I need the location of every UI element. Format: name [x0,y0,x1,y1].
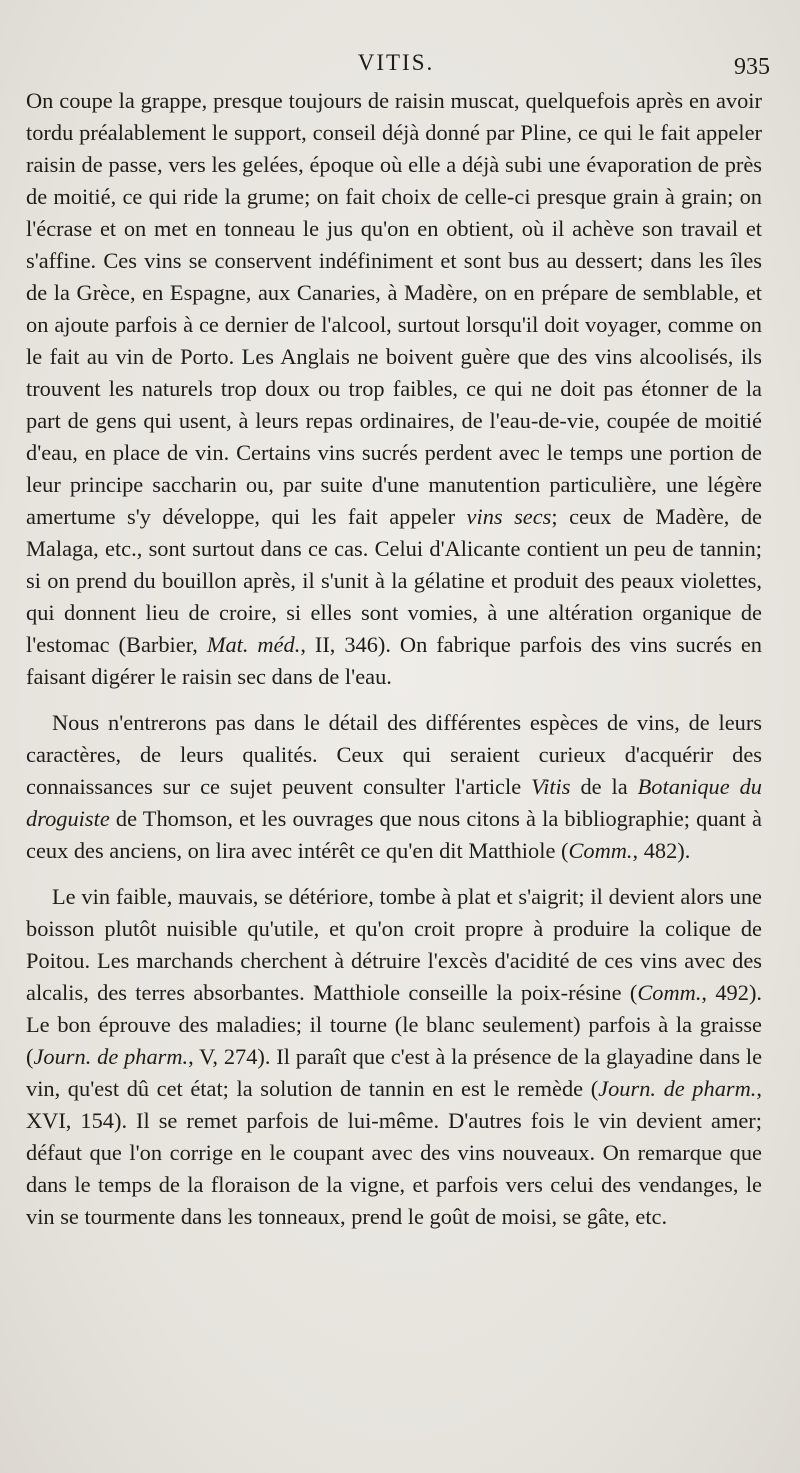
running-head: VITIS. [357,50,435,75]
text-run: , V, 274). Il paraît que c'est à la présence de la glayadine dans le vin, qu'est dû cet état; la solution de tannin en est le remède ( [26,1044,763,1101]
paragraph-1 [26,85,762,693]
paragraph-3 [26,881,762,1233]
italic-journ-pharm: Journ. de pharm. [598,1076,757,1101]
text-run: Nous n'entrerons pas dans le détail des différentes espèces de vins, de leurs caractères, de leurs qualités. Ceux qui seraient curieux d'acquérir des connaissances sur ce sujet peuvent consulter l'article [26,710,762,799]
text-run: Le vin faible, mauvais, se détériore, tombe à plat et s'aigrit; il devient alors une boisson plutôt nuisible qu'utile, et qu'on croit propre à produire la colique de Poitou. Les marchands cherchent à détruire l'excès d'acidité de ces vins avec des alcalis, des terres absorbantes. Matthiole conseille la poix-résine ( [26,884,762,1005]
page-header [22,44,770,84]
text-run: ; ceux de Madère, de Malaga, etc., sont surtout dans ce cas. Celui d'Alicante contient un peu de tannin; si on prend du bouillon après, il s'unit à la gélatine et produit des peaux violettes, qui donnent lieu de croire, si elles sont vomies, à une altération organique de l'estomac (Barbier, [26,504,762,657]
italic-vins-secs: vins secs [466,504,552,529]
italic-comm: Comm. [568,838,633,863]
italic-vitis: Vitis [531,774,571,799]
italic-journ-pharm: Journ. de pharm. [33,1044,189,1069]
text-run: On coupe la grappe, presque toujours de raisin muscat, quelquefois après en avoir tordu préalablement le support, conseil déjà donné par Pline, ce qui le fait appeler raisin de passe, vers les gelées, époque où elle a déjà subi une évaporation de près de moitié, ce qui ride la grume; on fait choix de celle-ci presque grain à grain; on l'écrase et on met en tonneau le jus qu'on en obtient, où il achève son travail et s'affine. Ces vins se conservent indéfiniment et sont bus au dessert; dans les îles de la Grèce, en Espagne, aux Canaries, à Madère, on en prépare de semblable, et on ajoute parfois à ce dernier de l'alcool, surtout lorsqu'il doit voyager, comme on le fait au vin de Porto. Les Anglais ne boivent guère que des vins alcoolisés, ils trouvent les naturels trop doux ou trop faibles, ce qui ne doit pas étonner de la part de gens qui usent, à leurs repas ordinaires, de l'eau-de-vie, coupée de moitié d'eau, en place de vin. Certains vins sucrés perdent avec le temps une portion de leur principe saccharin ou, par suite d'une manutention particulière, une légère amertume s'y développe, qui les fait appeler [26,88,762,529]
text-run: de Thomson, et les ouvrages que nous citons à la bibliographie; quant à ceux des anciens, on lira avec intérêt ce qu'en dit Matthiole ( [26,806,762,863]
italic-botanique: Botanique du droguiste [26,774,762,831]
text-run: , II, 346). On fabrique parfois des vins sucrés en faisant digérer le raisin sec dans de l'eau. [26,632,762,689]
text-run: , 492). Le bon éprouve des maladies; il tourne (le blanc seulement) parfois à la graisse ( [26,980,762,1069]
italic-mat-med: Mat. méd. [206,632,301,657]
italic-comm: Comm. [637,980,702,1005]
body-text [26,85,762,1233]
text-run: , 482). [632,838,691,863]
paragraph-2 [26,707,762,867]
text-run: , XVI, 154). Il se remet parfois de lui-même. D'autres fois le vin devient amer; défaut que l'on corrige en le coupant avec des vins nouveaux. On remarque que dans le temps de la floraison de la vigne, et parfois vers celui des vendanges, le vin se tourmente dans les tonneaux, prend le goût de moisi, se gâte, etc. [26,1076,762,1229]
text-run: de la [570,774,638,799]
page-number: 935 [734,54,770,80]
